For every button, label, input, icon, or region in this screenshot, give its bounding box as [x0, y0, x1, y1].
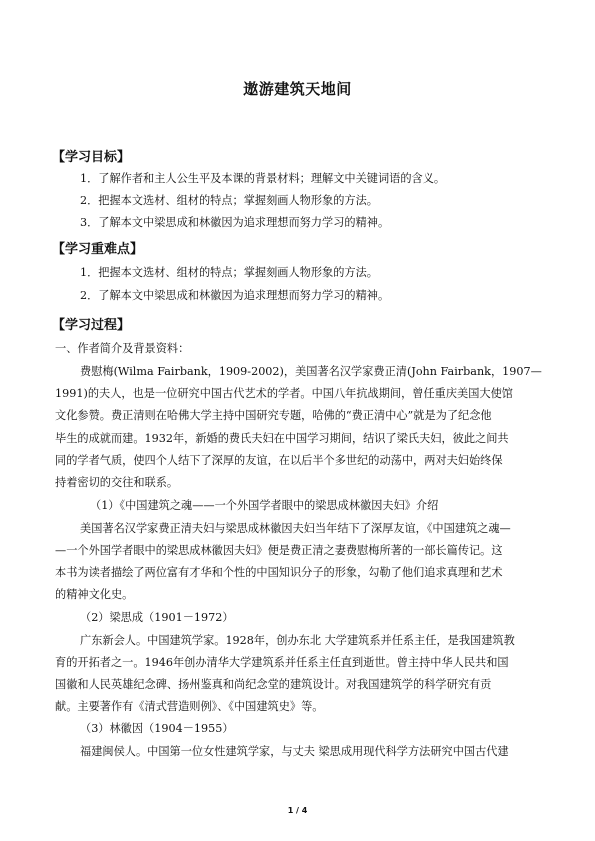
para-line: 的精神文化史。 [55, 588, 134, 601]
para-line: 文化参赞。费正清则在哈佛大学主持中国研究专题，哈佛的“费正清中心”就是为了纪念他 [55, 409, 492, 422]
goal-item: 1．了解作者和主人公生平及本课的背景材料；理解文中关键词语的含义。 [80, 172, 446, 185]
goal-item: 2．把握本文选材、组材的特点；掌握刻画人物形象的方法。 [80, 194, 378, 207]
para-line: 毕生的成就而建。1932年，新婚的费氏夫妇在中国学习期间，结识了梁氏夫妇，彼此之间共 [55, 432, 509, 445]
para-line: 1991)的夫人，也是一位研究中国古代艺术的学者。中国八年抗战期间，曾任重庆美国大使馆 [55, 387, 513, 400]
para-line: 育的开拓者之一。1946年创办清华大学建筑系并任系主任直到逝世。曾主持中华人民共和国 [55, 656, 509, 669]
para-line: 本书为读者描绘了两位富有才华和个性的中国知识分子的形象，勾勒了他们追求真理和艺术 [55, 566, 503, 579]
para-line: 持着密切的交往和联系。 [55, 476, 179, 489]
document-title: 遨游建筑天地间 [243, 80, 352, 98]
keypoint-item: 1．把握本文选材、组材的特点；掌握刻画人物形象的方法。 [80, 266, 378, 279]
para-line: 费慰梅(Wilma Fairbank，1909-2002)，美国著名汉学家费正清(John Fairbank，1907— [80, 365, 542, 378]
para-line: 福建闽侯人。中国第一位女性建筑学家，与丈夫 梁思成用现代科学方法研究中国古代建 [80, 745, 509, 758]
keypoints-heading: 【学习重难点】 [52, 242, 144, 257]
subheading-liang: （2）梁思成（1901－1972） [80, 611, 234, 624]
keypoint-item: 2．了解本文中梁思成和林徽因为追求理想而努力学习的精神。 [80, 289, 390, 302]
para-line: 国徽和人民英雄纪念碑、扬州鉴真和尚纪念堂的建筑设计。对我国建筑学的科学研究有贡 [55, 678, 492, 691]
para-line: 美国著名汉学家费正清夫妇与梁思成林徽因夫妇当年结下了深厚友谊，《中国建筑之魂— [80, 522, 511, 535]
process-intro: 一、作者简介及背景资料： [55, 342, 190, 355]
process-heading: 【学习过程】 [52, 318, 131, 333]
subheading-lin: （3）林徽因（1904－1955） [80, 722, 234, 735]
para-line: 献。主要著作有《清式营造则例》、《中国建筑史》等。 [55, 700, 324, 713]
goal-item: 3．了解本文中梁思成和林徽因为追求理想而努力学习的精神。 [80, 216, 390, 229]
page-number: 1 / 4 [287, 806, 308, 815]
subheading-book: （1）《中国建筑之魂——一个外国学者眼中的梁思成林徽因夫妇》介绍 [90, 499, 439, 512]
goals-heading: 【学习目标】 [52, 150, 131, 165]
para-line: —一个外国学者眼中的梁思成林徽因夫妇》便是费正清之妻费慰梅所著的一部长篇传记。这 [55, 544, 503, 557]
para-line: 同的学者气质，使四个人结下了深厚的友谊，在以后半个多世纪的动荡中，两对夫妇始终保 [55, 454, 503, 467]
para-line: 广东新会人。中国建筑学家。1928年，创办东北 大学建筑系并任系主任，是我国建筑教 [80, 634, 515, 647]
